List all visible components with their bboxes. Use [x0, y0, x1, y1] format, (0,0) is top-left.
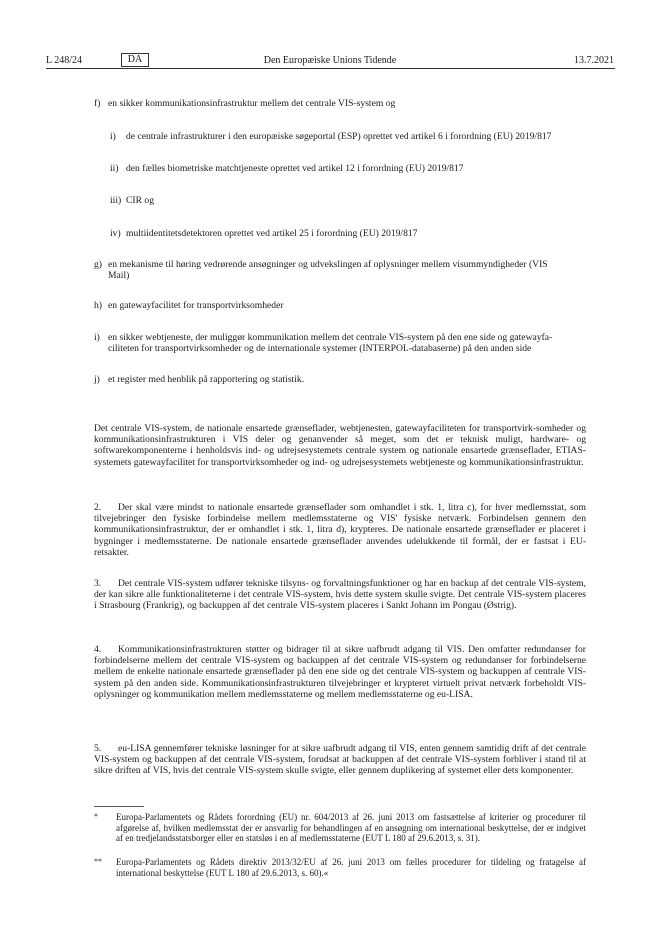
item-label: ii) [110, 163, 119, 174]
header-rule [46, 68, 615, 69]
language-badge: DA [121, 53, 149, 67]
footnote-mark: * [94, 812, 98, 821]
paragraph-text: Kommunikationsinfrastrukturen støtter og bidrager til at sikre uafbrudt adgang til VIS. Den omfatter redundanser for forbindelserne mellem det centrale VIS-system og backuppen af det centrale VIS-system og redundanser for forbindelserne mellem de enkelte nationale ensartede grænseflader på den ene side og det centrale VIS-system og backuppen af centrale VIS-system på den anden side. Kommunikationsinfrastrukturen tilvejebringer et krypteret virtuelt privat netværk forbeholdt VIS-oplysninger og kommunikation mellem medlemsstaterne og mellem medlemsstaterne og eu-LISA. [94, 644, 586, 700]
item-text: de centrale infrastrukturer i den europæiske søgeportal (ESP) oprettet ved artikel 6 i forordning (EU) 2019/817 [126, 131, 552, 142]
item-label: iii) [110, 195, 122, 206]
paragraph-number: 5. [94, 743, 102, 754]
item-text: CIR og [126, 195, 154, 206]
footnote-text: Europa-Parlamentets og Rådets forordning (EU) nr. 604/2013 af 26. juni 2013 om fastsættelse af kriterier og procedurer til afgørelse af, hvilken medlemsstat der er ansvarlig for behandlingen af en ansøgning om international beskyttelse, der er indgivet af en tredjelandsstatsborger eller en statsløs i en af medlemsstaterne (EUT L 180 af 29.6.2013, s. 31). [116, 812, 586, 844]
item-label: iv) [110, 228, 121, 239]
item-text: den fælles biometriske matchtjeneste oprettet ved artikel 12 i forordning (EU) 2019/817 [126, 163, 464, 174]
paragraph-text: eu-LISA gennemfører tekniske løsninger for at sikre uafbrudt adgang til VIS, enten gennem samtidig drift af det centrale VIS-system og backuppen af det centrale VIS-system, forudsat at backuppen af det centrale VIS-system forbliver i stand til at sikre driften af VIS, hvis det centrale VIS-system skulle svigte, eller gennem duplikering af systemet eller dets komponenter. [94, 743, 586, 777]
item-text-line2: Mail) [108, 270, 130, 281]
footnote-mark: ** [94, 857, 102, 866]
paragraph-number: 3. [94, 578, 102, 589]
paragraph-1-closing: Det centrale VIS-system, de nationale ensartede grænseflader, webtjenesten, gatewayfaciliteten for transportvirk-somheder og kommunikationsinfrastrukturen i VIS deler og genanvender så meget, som det er teknisk muligt, hardware- og softwarekomponenterne i henholdsvis ind- og udrejsesystemets centrale system og nationale ensartede grænseflader, ETIAS-systemets gatewayfacilitet for transportvirksomheder og ind- og udrejsesystemets webtjeneste og kommunikationsinfrastruktur. [94, 423, 586, 468]
item-label: i) [110, 131, 116, 142]
paragraph-2 [94, 502, 586, 558]
item-label: f) [94, 98, 101, 109]
item-label: j) [94, 374, 100, 385]
item-text-line1: en mekanisme til høring vedrørende ansøgninger og udvekslingen af oplysninger mellem visummyndigheder (VIS [108, 259, 548, 270]
item-text-line1: en sikker webtjeneste, der muliggør kommunikation mellem det centrale VIS-system på den ene side og gatewayfa- [108, 332, 553, 343]
item-text: en sikker kommunikationsinfrastruktur mellem det centrale VIS-system og [108, 98, 396, 109]
publication-date: 13.7.2021 [574, 55, 614, 66]
item-text: multiidentitetsdetektoren oprettet ved artikel 25 i forordning (EU) 2019/817 [126, 228, 418, 239]
item-label: h) [94, 300, 102, 311]
item-label: g) [94, 259, 102, 270]
item-text: en gatewayfacilitet for transportvirksomheder [108, 300, 284, 311]
item-text: et register med henblik på rapportering og statistik. [108, 374, 305, 385]
paragraph-number: 4. [94, 644, 102, 655]
item-text-line2: ciliteten for transportvirksomheder og de internationale systemer (INTERPOL-databaserne) på den anden side [108, 343, 532, 354]
paragraph-text: Der skal være mindst to nationale ensartede grænseflader som omhandlet i stk. 1, litra c), for hver medlemsstat, som tilvejebringer den fysiske forbindelse mellem medlemsstaterne og VIS' fysiske netværk. Forbindelsen gennem den kommunikationsinfrastruktur, der er omhandlet i stk. 1, litra d), krypteres. De nationale ensartede grænseflader er placeret i bygninger i medlemsstaterne. De nationale ensartede grænseflader anvendes udelukkende til formål, der er fastsat i EU-retsakter. [94, 502, 586, 558]
paragraph-5 [94, 743, 586, 777]
paragraph-text: Det centrale VIS-system udfører tekniske tilsyns- og forvaltningsfunktioner og har en backup af det centrale VIS-system, der kan sikre alle funktionaliteterne i det centrale VIS-system, hvis dette system skulle svigte. Det centrale VIS-system placeres i Strasbourg (Frankrig), og backuppen af det centrale VIS-system placeres i Sankt Johann im Pongau (Østrig). [94, 578, 586, 612]
item-label: i) [94, 332, 100, 343]
page-reference: L 248/24 [46, 55, 83, 66]
journal-title: Den Europæiske Unions Tidende [263, 55, 397, 66]
paragraph-number: 2. [94, 502, 102, 513]
footnote-rule [94, 806, 144, 807]
footnote-text: Europa-Parlamentets og Rådets direktiv 2013/32/EU af 26. juni 2013 om fælles procedurer for tildeling og fratagelse af international beskyttelse (EUT L 180 af 29.6.2013, s. 60).« [116, 857, 586, 878]
paragraph-3 [94, 578, 586, 612]
paragraph-4 [94, 644, 586, 700]
